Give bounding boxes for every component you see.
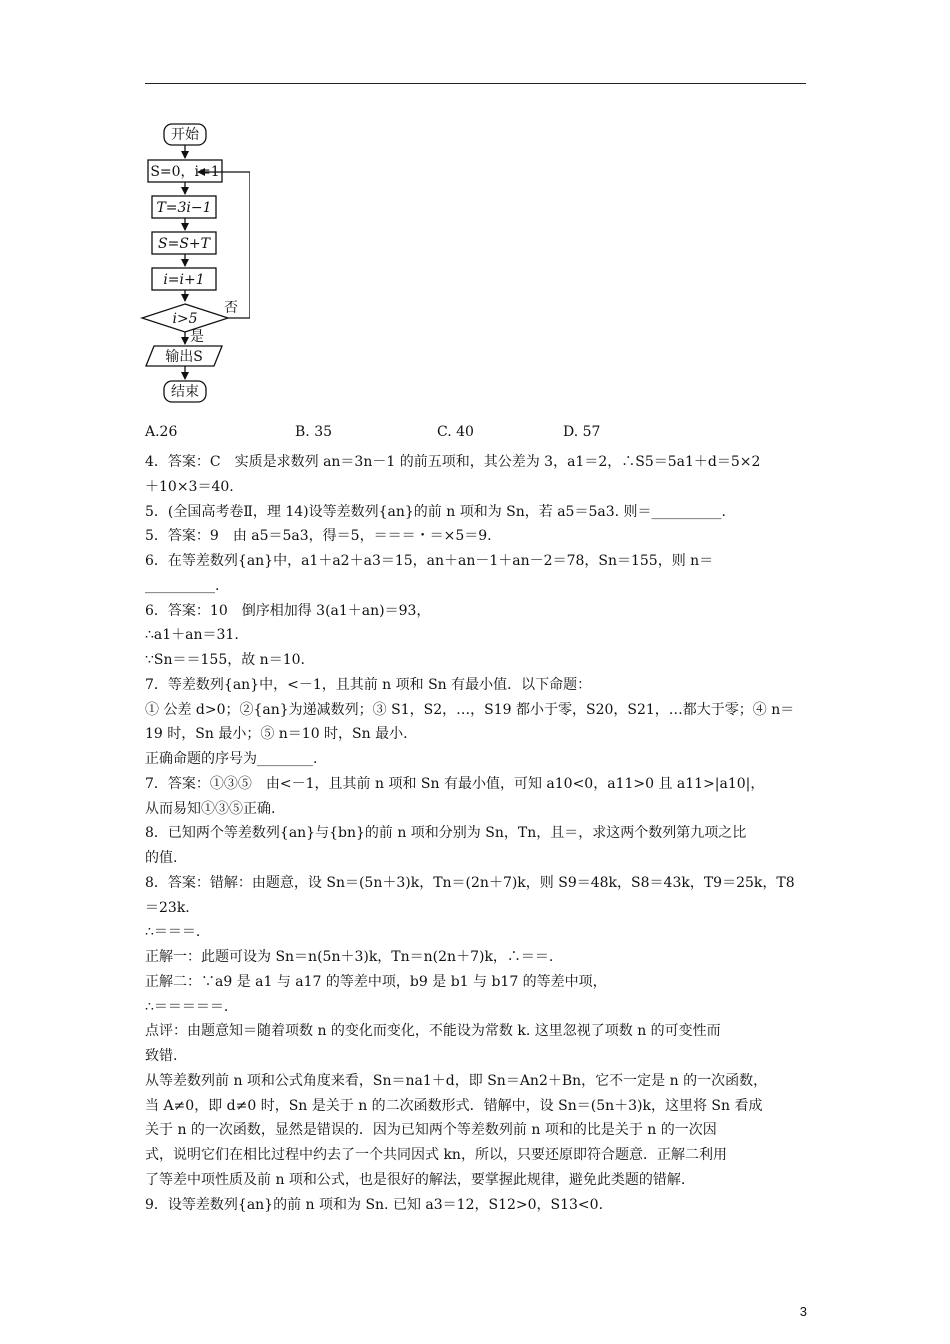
option-b: B. 35: [295, 424, 333, 440]
text-line: 正解一：此题可设为 Sn＝n(5n＋3)k，Tn＝n(2n＋7)k，∴＝＝.: [145, 949, 554, 965]
text-line: ∴＝＝＝＝＝.: [145, 998, 229, 1015]
text-line: 关于 n 的一次函数，显然是错误的．因为已知两个等差数列前 n 项和的比是关于 n 的一次因: [145, 1122, 717, 1139]
flowchart: [140, 118, 250, 408]
page-number: 3: [799, 1304, 807, 1319]
flow-step-t-label: T=3i−1: [156, 200, 212, 216]
text-line: 式，说明它们在相比过程中约去了一个共同因式 kn，所以，只要还原即符合题意．正解二利用: [145, 1147, 727, 1163]
flow-init-label: S=0，i=1: [150, 164, 220, 180]
text-line: 9．设等差数列{an}的前 n 项和为 Sn. 已知 a3＝12，S12>0，S13<0.: [145, 1196, 604, 1213]
text-line: 从而易知①③⑤正确.: [145, 800, 276, 817]
answer-options: [145, 424, 806, 446]
text-line: 7．答案：①③⑤ 由<－1，且其前 n 项和 Sn 有最小值，可知 a10<0，a11>0 且 a11>|a10|，: [145, 775, 765, 792]
flow-yes-label: 是: [190, 329, 204, 345]
option-c: C. 40: [437, 424, 474, 440]
page-body: [145, 450, 810, 1217]
text-line: 7．等差数列{an}中，<－1，且其前 n 项和 Sn 有最小值．以下命题：: [145, 676, 592, 693]
text-line: 5．(全国高考卷Ⅱ，理 14)设等差数列{an}的前 n 项和为 Sn，若 a5＝5a3. 则＝__________.: [145, 503, 726, 520]
text-line: 致错.: [145, 1048, 178, 1064]
text-line: ＋10×3＝40.: [145, 478, 234, 495]
flow-no-label: 否: [224, 300, 238, 316]
flow-condition-label: i>5: [172, 311, 198, 327]
text-line: 的值.: [145, 850, 178, 866]
header-rule: [145, 83, 806, 84]
text-line: 6．答案：10 倒序相加得 3(a1＋an)＝93，: [145, 602, 431, 619]
option-a: A.26: [145, 424, 178, 440]
option-d: D. 57: [563, 424, 601, 440]
flow-end-label: 结束: [171, 384, 199, 400]
flow-start-label: 开始: [171, 127, 199, 143]
flow-output-label: 输出S: [165, 349, 203, 365]
text-line: ＝23k.: [145, 899, 190, 916]
text-line: 从等差数列前 n 项和公式角度来看，Sn＝na1＋d，即 Sn＝An2＋Bn，它不一定是 n 的一次函数，: [145, 1072, 768, 1089]
text-line: ① 公差 d>0；②{an}为递减数列；③ S1，S2，…，S19 都小于零，S20，S21，…都大于零；④ n＝: [145, 701, 795, 718]
text-line: 正确命题的序号为________.: [145, 751, 318, 767]
text-line: 5．答案：9 由 a5＝5a3，得＝5，＝＝＝・＝×5＝9.: [145, 528, 492, 545]
text-line: 19 时，Sn 最小；⑤ n＝10 时，Sn 最小.: [145, 726, 408, 743]
text-line: ∴＝＝＝.: [145, 924, 201, 941]
text-line: 8．已知两个等差数列{an}与{bn}的前 n 项和分别为 Sn，Tn，且＝，求这两个数列第九项之比: [145, 825, 747, 842]
text-line: ∵Sn＝＝155，故 n＝10.: [145, 652, 305, 668]
text-line: 正解二：∵a9 是 a1 与 a17 的等差中项，b9 是 b1 与 b17 的等差中项，: [145, 973, 607, 990]
text-line: 了等差中项性质及前 n 项和公式，也是很好的解法，要掌握此规律，避免此类题的错解.: [145, 1171, 686, 1188]
text-line: 当 A≠0，即 d≠0 时，Sn 是关于 n 的二次函数形式．错解中，设 Sn＝(5n＋3)k，这里将 Sn 看成: [145, 1097, 763, 1114]
text-line: 4．答案：C 实质是求数列 an＝3n－1 的前五项和，其公差为 3，a1＝2，∴S5＝5a1＋d＝5×2: [145, 454, 761, 470]
text-line: 6．在等差数列{an}中，a1＋a2＋a3＝15，an＋an－1＋an－2＝78，Sn＝155，则 n＝: [145, 553, 714, 569]
text-line: 8．答案：错解：由题意，设 Sn＝(5n＋3)k，Tn＝(2n＋7)k，则 S9＝48k，S8＝43k，T9＝25k，T8: [145, 874, 795, 891]
text-line: ∴a1＋an＝31.: [145, 627, 239, 644]
flow-step-s-label: S=S+T: [158, 236, 210, 252]
flow-step-i-label: i=i+1: [163, 272, 205, 288]
text-line: __________.: [145, 577, 220, 594]
text-line: 点评：由题意知＝随着项数 n 的变化而变化，不能设为常数 k. 这里忽视了项数 n 的可变性而: [145, 1023, 721, 1040]
